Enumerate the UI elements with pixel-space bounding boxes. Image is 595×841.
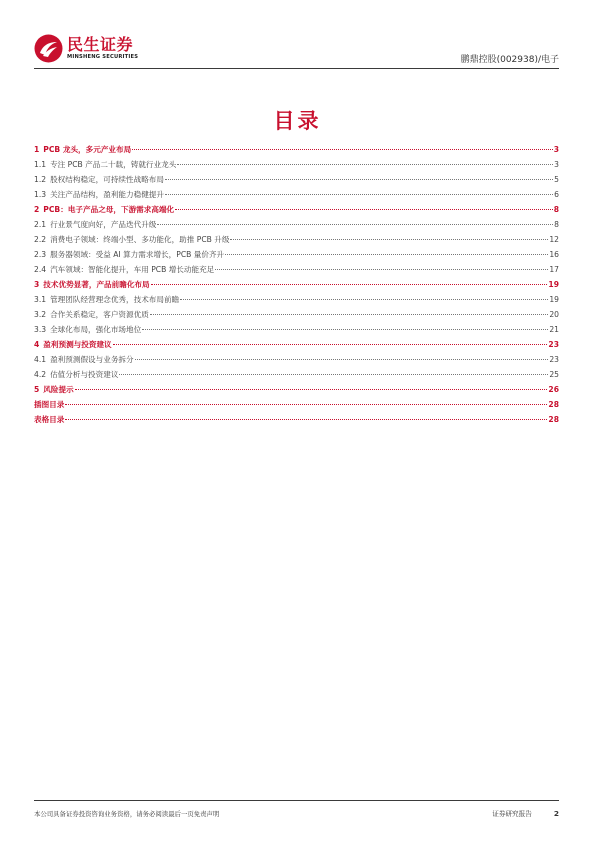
toc-entry-page: 28 xyxy=(548,415,559,424)
toc-entry-page: 20 xyxy=(549,310,559,319)
toc-entry-number: 2.2 xyxy=(34,235,47,244)
toc-entry-page: 8 xyxy=(554,220,559,229)
minsheng-logo xyxy=(34,34,138,63)
toc-entry-title: 插图目录 xyxy=(34,400,65,409)
toc-entry-number: 2.1 xyxy=(34,220,47,229)
toc-entry-title: PCB 龙头，多元产业布局 xyxy=(43,145,132,154)
toc-section-entry[interactable] xyxy=(34,322,559,337)
toc-entry-page: 16 xyxy=(549,250,559,259)
header-divider xyxy=(34,68,559,69)
logo-english-name: MINSHENG SECURITIES xyxy=(67,54,139,60)
toc-entry-title: 股权结构稳定，可持续性战略布局 xyxy=(50,175,164,184)
toc-entry-title: 专注 PCB 产品二十载，铸就行业龙头 xyxy=(50,160,177,169)
toc-section-entry[interactable] xyxy=(34,367,559,382)
toc-section-entry[interactable] xyxy=(34,157,559,172)
toc-entry-page: 28 xyxy=(548,400,559,409)
footer-disclaimer: 本公司具备证券投资咨询业务资格，请务必阅读最后一页免责声明 xyxy=(34,810,220,818)
toc-entry-title: 技术优势显著，产品前瞻化布局 xyxy=(43,280,150,289)
page-title: 目录 xyxy=(273,109,322,133)
toc-chapter-entry[interactable] xyxy=(34,142,559,157)
toc-chapter-entry[interactable] xyxy=(34,337,559,352)
toc-entry-title: 盈利预测假设与业务拆分 xyxy=(50,355,134,364)
toc-dot-leader xyxy=(75,389,548,390)
toc-dot-leader xyxy=(150,314,549,315)
toc-chapter-entry[interactable] xyxy=(34,202,559,217)
toc-dot-leader xyxy=(65,404,547,405)
toc-entry-page: 23 xyxy=(549,355,559,364)
page-header xyxy=(34,30,559,70)
footer-divider xyxy=(34,800,559,801)
toc-entry-page: 19 xyxy=(549,295,559,304)
toc-entry-number: 2.4 xyxy=(34,265,47,274)
toc-section-entry[interactable] xyxy=(34,292,559,307)
toc-entry-number: 2.3 xyxy=(34,250,47,259)
toc-dot-leader xyxy=(142,329,548,330)
toc-entry-number: 4.2 xyxy=(34,370,47,379)
toc-entry-title: 服务器领域：受益 AI 算力需求增长，PCB 量价齐升 xyxy=(50,250,225,259)
toc-entry-page: 12 xyxy=(549,235,559,244)
toc-entry-title: 表格目录 xyxy=(34,415,65,424)
toc-entry-page: 8 xyxy=(553,205,559,214)
toc-dot-leader xyxy=(65,419,547,420)
toc-entry-page: 25 xyxy=(549,370,559,379)
toc-entry-page: 3 xyxy=(554,160,559,169)
toc-section-entry[interactable] xyxy=(34,172,559,187)
toc-section-entry[interactable] xyxy=(34,232,559,247)
toc-entry-title: 消费电子领域：终端小型、多功能化，助推 PCB 升级 xyxy=(50,235,230,244)
toc-entry-page: 3 xyxy=(553,145,559,154)
toc-dot-leader xyxy=(165,194,553,195)
toc-entry-page: 26 xyxy=(548,385,559,394)
toc-chapter-entry[interactable] xyxy=(34,397,559,412)
toc-entry-number: 4.1 xyxy=(34,355,47,364)
toc-entry-title: 合作关系稳定，客户资源优质 xyxy=(50,310,149,319)
toc-entry-title: 风险提示 xyxy=(43,385,74,394)
minsheng-logo-icon xyxy=(34,34,63,63)
toc-entry-number: 1.1 xyxy=(34,160,47,169)
toc-entry-page: 17 xyxy=(549,265,559,274)
toc-dot-leader xyxy=(113,344,548,345)
toc-entry-number: 1.3 xyxy=(34,190,47,199)
toc-dot-leader xyxy=(132,149,552,150)
toc-entry-title: 行业景气度向好，产品迭代升级 xyxy=(50,220,157,229)
toc-chapter-entry[interactable] xyxy=(34,412,559,427)
toc-entry-page: 23 xyxy=(548,340,559,349)
toc-entry-number: 3.1 xyxy=(34,295,47,304)
footer-report-type: 证券研究报告 xyxy=(492,810,532,818)
toc-dot-leader xyxy=(157,224,553,225)
toc-entry-title: 估值分析与投资建议 xyxy=(50,370,119,379)
table-of-contents xyxy=(34,142,559,427)
toc-section-entry[interactable] xyxy=(34,352,559,367)
toc-dot-leader xyxy=(175,209,553,210)
toc-entry-number: 1 xyxy=(34,145,40,154)
toc-dot-leader xyxy=(180,299,548,300)
toc-section-entry[interactable] xyxy=(34,217,559,232)
toc-dot-leader xyxy=(225,254,548,255)
toc-entry-page: 5 xyxy=(554,175,559,184)
toc-dot-leader xyxy=(151,284,548,285)
toc-entry-page: 19 xyxy=(548,280,559,289)
toc-entry-title: 盈利预测与投资建议 xyxy=(43,340,112,349)
toc-entry-number: 1.2 xyxy=(34,175,47,184)
toc-dot-leader xyxy=(119,374,548,375)
toc-dot-leader xyxy=(230,239,548,240)
toc-section-entry[interactable] xyxy=(34,262,559,277)
toc-entry-title: 全球化布局，强化市场地位 xyxy=(50,325,142,334)
toc-entry-number: 4 xyxy=(34,340,40,349)
logo-chinese-name: 民生证券 xyxy=(67,35,134,54)
toc-entry-title: 关注产品结构，盈利能力稳健提升 xyxy=(50,190,164,199)
toc-dot-leader xyxy=(215,269,548,270)
toc-section-entry[interactable] xyxy=(34,307,559,322)
toc-dot-leader xyxy=(165,179,553,180)
toc-entry-number: 5 xyxy=(34,385,40,394)
toc-dot-leader xyxy=(177,164,553,165)
report-subject: 鹏鼎控股(002938)/电子 xyxy=(460,55,559,65)
toc-chapter-entry[interactable] xyxy=(34,277,559,292)
toc-dot-leader xyxy=(135,359,549,360)
toc-chapter-entry[interactable] xyxy=(34,382,559,397)
toc-entry-page: 21 xyxy=(549,325,559,334)
toc-entry-title: 管理团队经营理念优秀，技术布局前瞻 xyxy=(50,295,180,304)
toc-entry-number: 2 xyxy=(34,205,40,214)
toc-entry-number: 3.3 xyxy=(34,325,47,334)
footer-page-number: 2 xyxy=(553,808,559,818)
toc-entry-number: 3.2 xyxy=(34,310,47,319)
toc-entry-page: 6 xyxy=(554,190,559,199)
toc-entry-title: 汽车领域：智能化提升，车用 PCB 增长动能充足 xyxy=(50,265,215,274)
toc-entry-title: PCB：电子产品之母，下游需求高端化 xyxy=(43,205,175,214)
footer-info xyxy=(492,808,559,818)
toc-section-entry[interactable] xyxy=(34,187,559,202)
toc-section-entry[interactable] xyxy=(34,247,559,262)
toc-entry-number: 3 xyxy=(34,280,40,289)
